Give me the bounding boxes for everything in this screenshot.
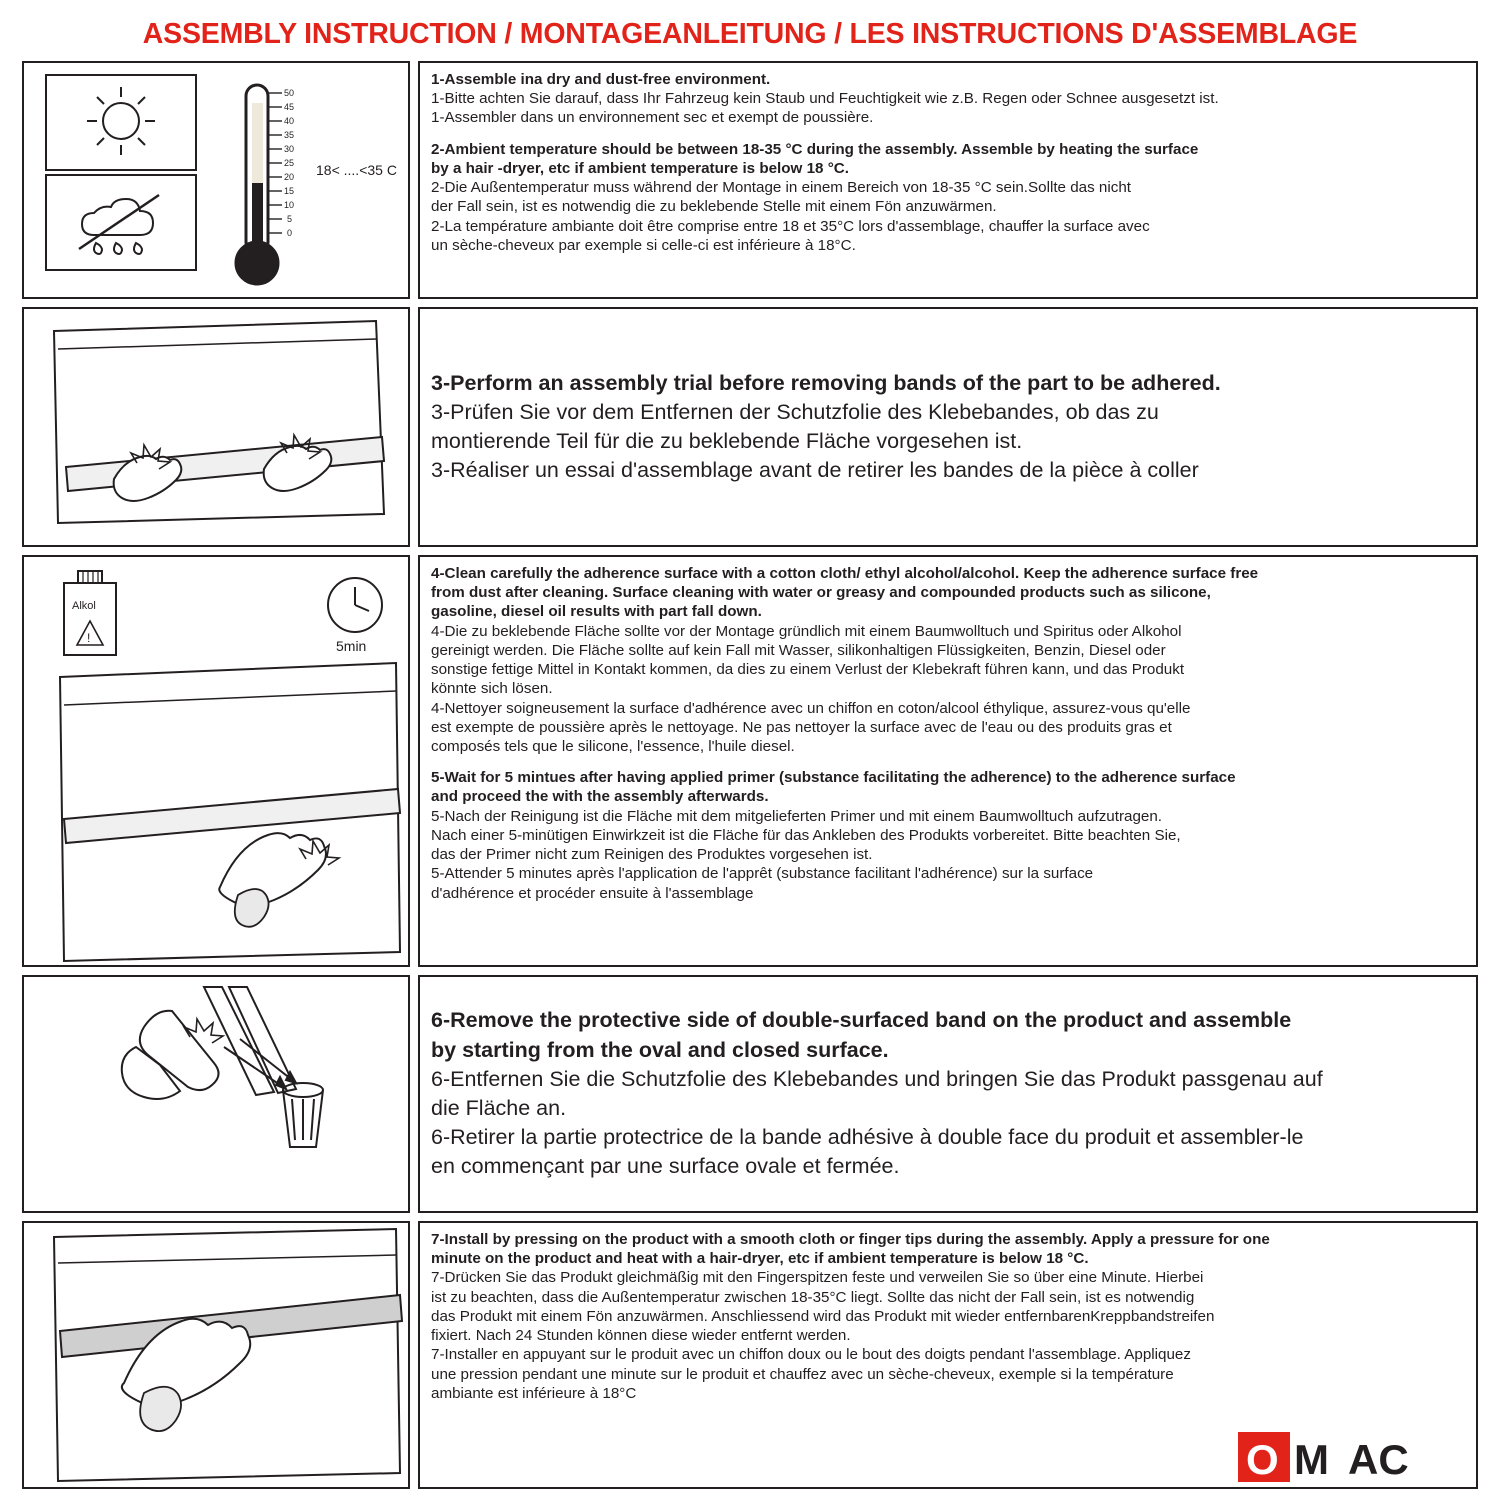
step-line: est exempte de poussière après le nettoyage. Ne pas nettoyer la surface avec de l'eau ou des produits gras et xyxy=(431,718,1172,736)
svg-text:25: 25 xyxy=(284,158,295,168)
step-line: 3-Réaliser un essai d'assemblage avant de retirer les bandes de la pièce à coller xyxy=(431,458,1199,483)
svg-text:50: 50 xyxy=(284,88,295,98)
alcohol-bottle-icon xyxy=(64,571,116,655)
step-line: 7-Installer en appuyant sur le produit avec un chiffon doux ou le bout des doigts pendant l'assemblage. Appliquez xyxy=(431,1346,1191,1364)
timer-icon xyxy=(328,578,382,654)
svg-text:30: 30 xyxy=(284,144,295,154)
figure-2-svg xyxy=(24,309,408,545)
step-line: ist zu beachten, dass die Außentemperatur zwischen 18-35°C liegt. Sollte das nicht der Fall sein, ist es notwendig xyxy=(431,1288,1195,1306)
svg-text:!: ! xyxy=(87,631,91,645)
step-line: ambiante est inférieure à 18°C xyxy=(431,1384,637,1402)
svg-text:35: 35 xyxy=(284,130,295,140)
step-line: 4-Clean carefully the adherence surface with a cotton cloth/ ethyl alcohol/alcohol. Keep the adherence surface free xyxy=(431,565,1259,582)
instruction-row-2 xyxy=(22,307,1478,547)
figure-press-product xyxy=(22,1221,410,1489)
step-line: 6-Remove the protective side of double-surfaced band on the product and assemble xyxy=(431,1008,1292,1033)
figure-trial-fit xyxy=(22,307,410,547)
step-line: 6-Entfernen Sie die Schutzfolie des Klebebandes und bringen Sie das Produkt passgenau auf xyxy=(431,1066,1323,1091)
figure-environment-temperature xyxy=(22,61,410,299)
step-line: d'adhérence et procéder ensuite à l'assemblage xyxy=(431,884,754,902)
step-line: das Produkt mit einem Fön anzuwärmen. Anschliessend wird das Produkt mit wieder entfernbarenKreppbandstreifen xyxy=(431,1307,1215,1325)
step-line: by starting from the oval and closed surface. xyxy=(431,1037,889,1062)
step-6-text xyxy=(418,975,1478,1213)
step-3-text xyxy=(418,307,1478,547)
instruction-row-3 xyxy=(22,555,1478,967)
step-line: minute on the product and heat with a hair-dryer, etc if ambient temperature is below 18 °C. xyxy=(431,1250,1089,1268)
svg-text:15: 15 xyxy=(284,186,295,196)
step-line: 4-Die zu beklebende Fläche sollte vor der Montage gründlich mit einem Baumwolltuch und Spiritus oder Alkohol xyxy=(431,622,1182,640)
page-title: ASSEMBLY INSTRUCTION / MONTAGEANLEITUNG / LES INSTRUCTIONS D'ASSEMBLAGE xyxy=(142,18,1358,50)
step-line: das der Primer nicht zum Reinigen des Produktes vorgesehen ist. xyxy=(431,846,873,864)
step-line: 2-Die Außentemperatur muss während der Montage in einem Bereich von 18-35 °C sein.Sollte das nicht xyxy=(431,179,1132,197)
svg-text:20: 20 xyxy=(284,172,295,182)
step-line: sonstige fettige Mittel in Kontakt kommen, da dies zu einem Verlust der Klebekraft führen kann, und das Produkt xyxy=(431,661,1185,679)
step-line: 1-Assembler dans un environnement sec et exempt de poussière. xyxy=(431,109,874,127)
logo-letters-ac: AC xyxy=(1348,1436,1409,1483)
temperature-range-label: 18< ....<35 C xyxy=(316,162,397,178)
step-4-5-text xyxy=(418,555,1478,967)
omac-logo-svg xyxy=(1238,1426,1478,1488)
step-line: and proceed the with the assembly afterwards. xyxy=(431,788,769,806)
figure-3-svg xyxy=(24,557,408,965)
instruction-row-4 xyxy=(22,975,1478,1213)
instruction-row-1 xyxy=(22,61,1478,299)
logo-letter-m: M xyxy=(1294,1436,1329,1483)
svg-text:10: 10 xyxy=(284,200,295,210)
step-line: 1-Bitte achten Sie darauf, dass Ihr Fahrzeug kein Staub und Feuchtigkeit wie z.B. Regen oder Schnee ausgesetzt ist. xyxy=(431,90,1219,108)
step-line: 7-Drücken Sie das Produkt gleichmäßig mit den Fingerspitzen feste und verweilen Sie so über eine Minute. Hierbei xyxy=(431,1269,1204,1287)
step-line: 1-Assemble ina dry and dust-free environment. xyxy=(431,71,771,88)
step-line: composés tels que le silicone, l'essence, l'huile diesel. xyxy=(431,737,795,755)
step-line: 5-Nach der Reinigung ist die Fläche mit dem mitgelieferten Primer und mit einem Baumwolltuch aufzutragen. xyxy=(431,807,1163,825)
step-line: by a hair -dryer, etc if ambient temperature is below 18 °C. xyxy=(431,159,849,177)
svg-text:5: 5 xyxy=(287,214,293,224)
svg-text:40: 40 xyxy=(284,116,295,126)
svg-text:Alkol: Alkol xyxy=(72,600,96,612)
svg-text:45: 45 xyxy=(284,102,295,112)
step-line: 2-La température ambiante doit être comprise entre 18 et 35°C lors d'assemblage, chauffer la surface avec xyxy=(431,217,1150,235)
figure-clean-surface xyxy=(22,555,410,967)
step-line: 3-Perform an assembly trial before removing bands of the part to be adhered. xyxy=(431,370,1221,395)
figure-5-svg xyxy=(24,1223,408,1487)
step-line: 5-Attender 5 minutes après l'application de l'apprêt (substance facilitant l'adhérence) sur la surface xyxy=(431,865,1094,883)
step-line: 3-Prüfen Sie vor dem Entfernen der Schutzfolie des Klebebandes, ob das zu xyxy=(431,399,1159,424)
step-line: 4-Nettoyer soigneusement la surface d'adhérence avec un chiffon en coton/alcool éthylique, assurez-vous qu'elle xyxy=(431,699,1191,717)
step-line: 7-Install by pressing on the product with a smooth cloth or finger tips during the assembly. Apply a pressure for one xyxy=(431,1231,1270,1248)
step-line: 5-Wait for 5 mintues after having applied primer (substance facilitating the adherence) to the adherence surface xyxy=(431,769,1236,787)
step-line: en commençant par une surface ovale et fermée. xyxy=(431,1154,900,1179)
figure-4-svg xyxy=(24,977,408,1211)
step-line: 2-Ambient temperature should be between 18-35 °C during the assembly. Assemble by heating the surface xyxy=(431,140,1199,158)
step-line: fixiert. Nach 24 Stunden können diese wieder entfernt werden. xyxy=(431,1327,851,1345)
step-1-2-text xyxy=(418,61,1478,299)
step-line: une pression pendant une minute sur le produit et chauffez avec un sèche-cheveux, exemple si la température xyxy=(431,1365,1174,1383)
step-line: Nach einer 5-minütigen Einwirkzeit ist die Fläche für das Ankleben des Produkts vorbereitet. Bitte beachten Sie, xyxy=(431,826,1181,844)
step-line: gasoline, diesel oil results with part fall down. xyxy=(431,603,762,621)
step-line: from dust after cleaning. Surface cleaning with water or greasy and compounded products such as silicone, xyxy=(431,584,1211,602)
step-line: 6-Retirer la partie protectrice de la bande adhésive à double face du produit et assembler-le xyxy=(431,1125,1304,1150)
step-line: könnte sich lösen. xyxy=(431,680,553,698)
step-line: gereinigt werden. Die Fläche sollte auf kein Fall mit Wasser, silikonhaltigen Flüssigkeiten, Benzin, Diesel oder xyxy=(431,641,1166,659)
figure-remove-liner xyxy=(22,975,410,1213)
logo-letter-o: O xyxy=(1246,1436,1279,1483)
figure-1-svg xyxy=(24,63,408,297)
instruction-grid xyxy=(22,61,1478,1489)
step-line: die Fläche an. xyxy=(431,1096,567,1120)
step-line: der Fall sein, ist es notwendig die zu beklebende Stelle mit einem Fön anzuwärmen. xyxy=(431,198,997,216)
step-line: montierende Teil für die zu beklebende Fläche vorgesehen ist. xyxy=(431,429,1023,453)
step-line: un sèche-cheveux par exemple si celle-ci est inférieure à 18°C. xyxy=(431,236,856,254)
omac-logo xyxy=(1238,1426,1478,1488)
svg-text:5min: 5min xyxy=(336,638,367,654)
svg-text:0: 0 xyxy=(287,228,293,238)
